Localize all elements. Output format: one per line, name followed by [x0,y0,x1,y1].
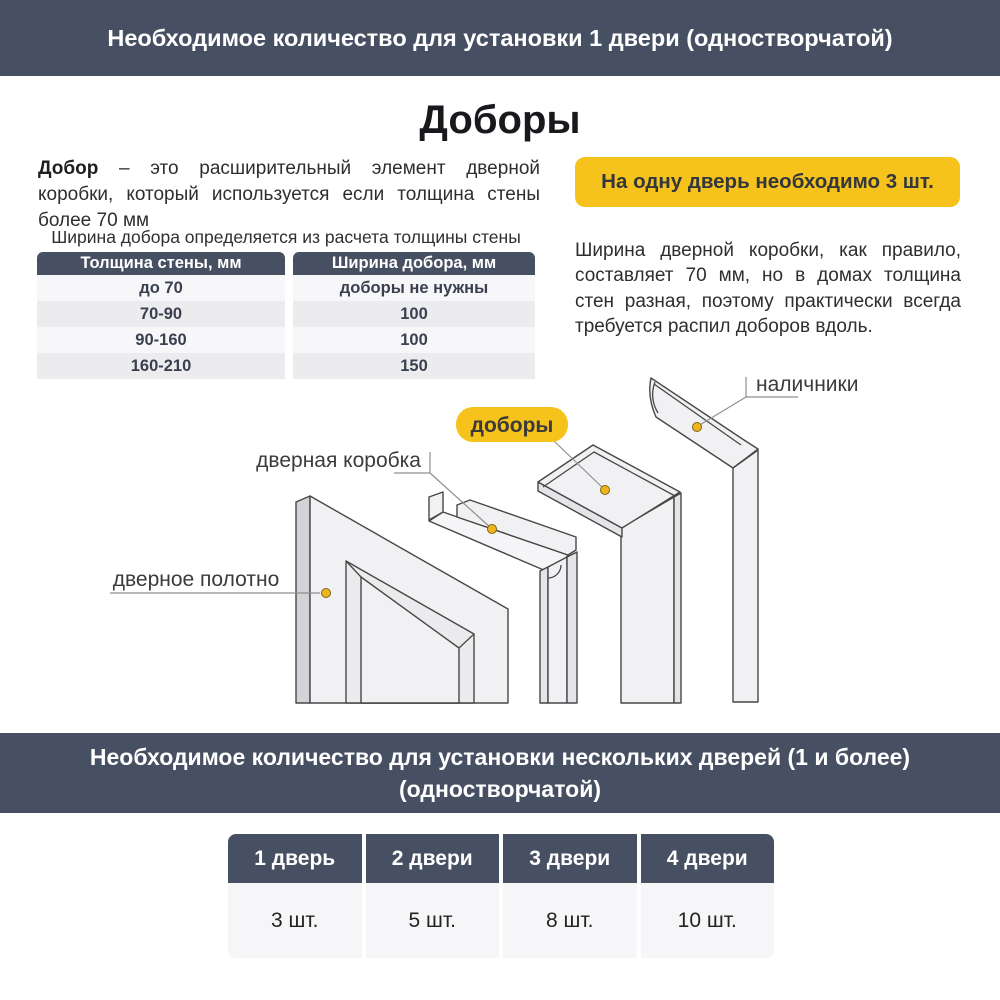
doors-table-header-row [228,834,774,883]
table-cell: до 70 [37,275,285,301]
top-banner-text: Необходимое количество для установки 1 двери (одностворчатой) [107,24,893,51]
doors-table-values-row [228,883,774,958]
bottom-banner-line2: (одностворчатой) [398,776,601,802]
doors-header: 4 двери [641,834,775,883]
casing-label: наличники [756,373,859,396]
intro-text: – это расширительный элемент дверной коробки, который используется если толщина стены более 70 мм [38,158,540,232]
doors-header: 2 двери [366,834,500,883]
doors-value: 3 шт. [228,883,362,958]
marker-dot [601,486,610,495]
door-frame-label: дверная коробка [256,449,421,472]
doors-header: 1 дверь [228,834,362,883]
table-cell: 70-90 [37,301,285,327]
frame-width-paragraph: Ширина дверной коробки, как правило, составляет 70 мм, но в домах толщина стен разная, поэтому практически всегда требуется распил доборов вдоль. [575,240,961,337]
bottom-banner-line1: Необходимое количество для установки нескольких дверей (1 и более) [89,743,911,770]
doors-quantity-table [228,834,774,958]
wall-table-header-width: Ширина добора, мм [293,252,535,275]
wall-table-caption: Ширина добора определяется из расчета толщины стены [51,227,521,247]
dobory-label: доборы [470,414,554,437]
quantity-badge: На одну дверь необходимо 3 шт. [575,157,960,207]
marker-dot [322,589,331,598]
doors-value: 8 шт. [503,883,637,958]
marker-dot [488,525,497,534]
table-cell: доборы не нужны [293,275,535,301]
page-title: Доборы [419,98,581,142]
doors-value: 10 шт. [641,883,775,958]
doors-value: 5 шт. [366,883,500,958]
table-cell: 150 [293,353,535,379]
doors-header: 3 двери [503,834,637,883]
marker-dot [693,423,702,432]
wall-table-header-thickness: Толщина стены, мм [37,252,285,275]
table-cell: 100 [293,327,535,353]
intro-term: Добор [38,158,99,179]
table-cell: 100 [293,301,535,327]
table-cell: 90-160 [37,327,285,353]
bottom-banner [0,733,1000,813]
door-leaf-label: дверное полотно [112,568,280,591]
table-cell: 160-210 [37,353,285,379]
